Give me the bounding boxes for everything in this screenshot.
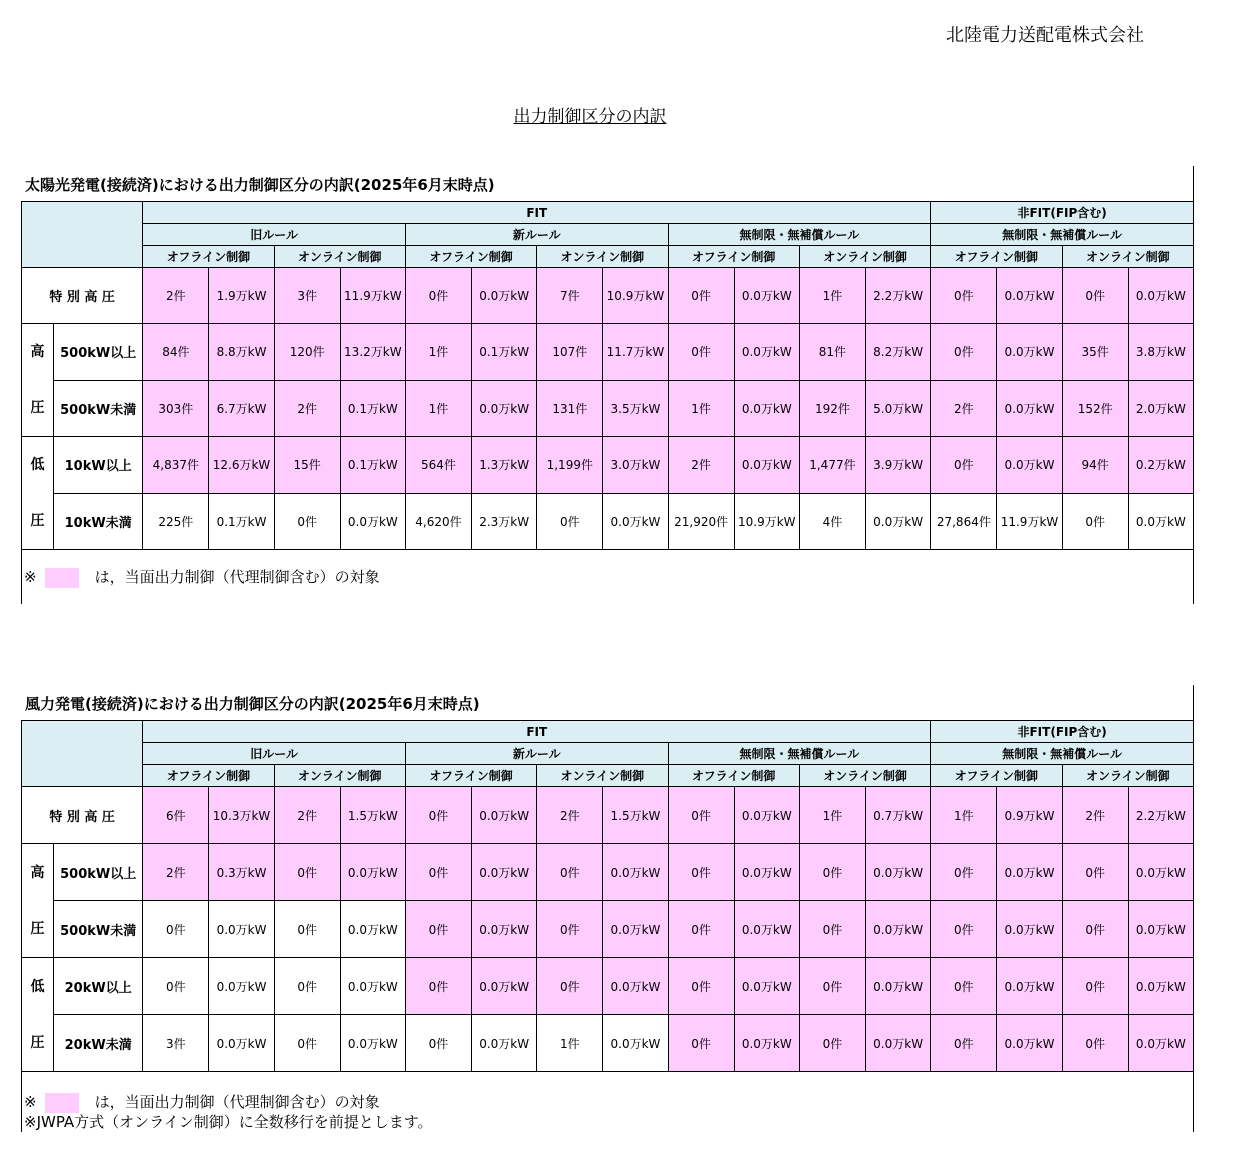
table-cell: 0件 <box>143 901 209 958</box>
table-cell: 0件 <box>799 958 865 1015</box>
table-cell: 0.0万kW <box>472 268 537 324</box>
table-cell: 94件 <box>1062 437 1128 494</box>
table-cell: 0.0万kW <box>1128 493 1193 550</box>
row-label: 10kW以上 <box>54 437 143 494</box>
table-cell: 6件 <box>143 787 209 844</box>
wind-note <box>21 1072 1194 1132</box>
header-fit: FIT <box>143 202 931 224</box>
table-cell: 4,837件 <box>143 437 209 494</box>
table-cell: 0件 <box>668 844 734 901</box>
table-cell: 0.0万kW <box>1128 958 1193 1015</box>
note-text-jwpa: ※JWPA方式（オンライン制御）に全数移行を前提とします。 <box>24 1113 433 1131</box>
table-cell: 0.0万kW <box>209 958 274 1015</box>
row-label: 20kW以上 <box>54 958 143 1015</box>
row-label: 20kW未満 <box>54 1015 143 1072</box>
header-offline: オフライン制御 <box>668 246 799 268</box>
table-cell: 0件 <box>274 493 340 550</box>
table-cell: 0.0万kW <box>997 437 1062 494</box>
table-cell: 107件 <box>537 324 603 381</box>
table-cell: 0件 <box>274 958 340 1015</box>
table-cell: 81件 <box>799 324 865 381</box>
header-online: オンライン制御 <box>799 765 930 787</box>
table-cell: 0.0万kW <box>1128 268 1193 324</box>
table-cell: 1件 <box>931 787 997 844</box>
table-cell: 0件 <box>931 324 997 381</box>
header-online: オンライン制御 <box>799 246 930 268</box>
table-cell: 1.9万kW <box>209 268 274 324</box>
header-new-rule: 新ルール <box>405 224 668 246</box>
row-label: 10kW未満 <box>54 493 143 550</box>
header-offline: オフライン制御 <box>931 246 1062 268</box>
note-text: は，当面出力制御（代理制御含む）の対象 <box>94 568 380 586</box>
header-online: オンライン制御 <box>1062 765 1193 787</box>
table-cell: 12.6万kW <box>209 437 274 494</box>
header-offline: オフライン制御 <box>405 765 536 787</box>
table-cell: 0件 <box>668 324 734 381</box>
table-cell: 131件 <box>537 380 603 437</box>
table-cell: 0件 <box>931 268 997 324</box>
table-cell: 10.3万kW <box>209 787 274 844</box>
table-cell: 3.0万kW <box>603 437 668 494</box>
table-cell: 0.0万kW <box>734 901 799 958</box>
solar-title: 太陽光発電(接続済)における出力制御区分の内訳(2025年6月末時点) <box>21 166 1194 201</box>
table-cell: 0.0万kW <box>1128 844 1193 901</box>
table-cell: 0件 <box>405 1015 471 1072</box>
table-cell: 0.0万kW <box>472 1015 537 1072</box>
header-nonfit-unlimited-rule: 無制限・無補償ルール <box>931 743 1194 765</box>
table-cell: 0.0万kW <box>866 901 931 958</box>
table-cell: 120件 <box>274 324 340 381</box>
table-cell: 4,620件 <box>405 493 471 550</box>
header-nonfit-unlimited-rule: 無制限・無補償ルール <box>931 224 1194 246</box>
row-label: 500kW以上 <box>54 844 143 901</box>
table-cell: 2件 <box>143 268 209 324</box>
header-online: オンライン制御 <box>1062 246 1193 268</box>
table-cell: 0.1万kW <box>472 324 537 381</box>
table-cell: 0.0万kW <box>997 380 1062 437</box>
control-type-header-row <box>22 765 1194 787</box>
table-cell: 0.0万kW <box>340 958 405 1015</box>
table-cell: 0件 <box>799 1015 865 1072</box>
table-cell: 3.5万kW <box>603 380 668 437</box>
table-cell: 2件 <box>274 380 340 437</box>
table-cell: 0.0万kW <box>997 324 1062 381</box>
table-cell: 0.0万kW <box>209 901 274 958</box>
header-online: オンライン制御 <box>274 765 405 787</box>
solar-note <box>21 550 1194 604</box>
table-row <box>22 844 1194 901</box>
corner-cell <box>22 721 143 787</box>
table-cell: 1件 <box>799 268 865 324</box>
table-cell: 27,864件 <box>931 493 997 550</box>
table-cell: 0.0万kW <box>866 958 931 1015</box>
table-cell: 2.2万kW <box>1128 787 1193 844</box>
table-cell: 0件 <box>143 958 209 1015</box>
table-cell: 0.0万kW <box>734 844 799 901</box>
table-cell: 1.5万kW <box>340 787 405 844</box>
row-label: 500kW未満 <box>54 380 143 437</box>
table-cell: 0件 <box>668 958 734 1015</box>
table-cell: 0.2万kW <box>1128 437 1193 494</box>
table-cell: 564件 <box>405 437 471 494</box>
table-cell: 1件 <box>668 380 734 437</box>
table-cell: 1,199件 <box>537 437 603 494</box>
table-cell: 0件 <box>931 1015 997 1072</box>
table-cell: 0件 <box>1062 493 1128 550</box>
table-cell: 0.9万kW <box>997 787 1062 844</box>
table-cell: 0.0万kW <box>340 844 405 901</box>
table-cell: 0件 <box>1062 844 1128 901</box>
table-cell: 2.2万kW <box>866 268 931 324</box>
table-cell: 2.0万kW <box>1128 380 1193 437</box>
table-cell: 2.3万kW <box>472 493 537 550</box>
table-cell: 2件 <box>1062 787 1128 844</box>
table-cell: 0件 <box>1062 901 1128 958</box>
table-cell: 2件 <box>143 844 209 901</box>
table-cell: 2件 <box>931 380 997 437</box>
table-cell: 0件 <box>668 268 734 324</box>
header-nonfit: 非FIT(FIP含む) <box>931 202 1194 224</box>
table-cell: 0.3万kW <box>209 844 274 901</box>
corner-cell <box>22 202 143 268</box>
table-cell: 0.0万kW <box>209 1015 274 1072</box>
table-cell: 84件 <box>143 324 209 381</box>
pink-legend-swatch <box>45 1093 79 1113</box>
table-cell: 1件 <box>537 1015 603 1072</box>
table-cell: 0.0万kW <box>866 1015 931 1072</box>
group-label-koatsu: 高 圧 <box>22 844 54 958</box>
header-online: オンライン制御 <box>537 765 668 787</box>
table-cell: 1件 <box>405 324 471 381</box>
table-cell: 0.0万kW <box>472 787 537 844</box>
table-cell: 1件 <box>405 380 471 437</box>
table-cell: 0件 <box>537 901 603 958</box>
header-online: オンライン制御 <box>274 246 405 268</box>
table-row <box>22 901 1194 958</box>
table-cell: 0.0万kW <box>340 1015 405 1072</box>
table-row <box>22 324 1194 381</box>
table-cell: 2件 <box>537 787 603 844</box>
table-cell: 0.0万kW <box>734 787 799 844</box>
table-cell: 0.0万kW <box>734 1015 799 1072</box>
table-cell: 3件 <box>274 268 340 324</box>
wind-section <box>21 685 1194 1132</box>
table-cell: 0件 <box>274 1015 340 1072</box>
table-cell: 0件 <box>931 437 997 494</box>
table-cell: 11.9万kW <box>997 493 1062 550</box>
note-text: は，当面出力制御（代理制御含む）の対象 <box>94 1093 380 1111</box>
table-cell: 2件 <box>668 437 734 494</box>
table-row <box>22 1015 1194 1072</box>
table-cell: 7件 <box>537 268 603 324</box>
table-cell: 0.0万kW <box>472 380 537 437</box>
row-label: 500kW未満 <box>54 901 143 958</box>
table-cell: 0.0万kW <box>997 268 1062 324</box>
solar-table <box>21 201 1194 550</box>
header-offline: オフライン制御 <box>668 765 799 787</box>
table-cell: 8.8万kW <box>209 324 274 381</box>
table-cell: 2件 <box>274 787 340 844</box>
table-cell: 0.0万kW <box>734 324 799 381</box>
table-cell: 21,920件 <box>668 493 734 550</box>
table-cell: 0.0万kW <box>603 493 668 550</box>
table-cell: 0.1万kW <box>209 493 274 550</box>
table-cell: 0.0万kW <box>340 493 405 550</box>
table-cell: 0件 <box>668 787 734 844</box>
table-cell: 0件 <box>405 901 471 958</box>
table-cell: 3.9万kW <box>866 437 931 494</box>
table-cell: 0.0万kW <box>340 901 405 958</box>
table-cell: 192件 <box>799 380 865 437</box>
header-offline: オフライン制御 <box>405 246 536 268</box>
table-row <box>22 380 1194 437</box>
table-row <box>22 787 1194 844</box>
table-cell: 303件 <box>143 380 209 437</box>
table-cell: 3.8万kW <box>1128 324 1193 381</box>
table-cell: 1件 <box>799 787 865 844</box>
header-offline: オフライン制御 <box>143 246 274 268</box>
group-label-teiatsu: 低 圧 <box>22 437 54 550</box>
table-cell: 0.0万kW <box>472 844 537 901</box>
table-cell: 5.0万kW <box>866 380 931 437</box>
table-cell: 0件 <box>799 844 865 901</box>
table-cell: 0.0万kW <box>866 844 931 901</box>
table-cell: 0.1万kW <box>340 380 405 437</box>
table-cell: 0.0万kW <box>472 901 537 958</box>
table-cell: 0.0万kW <box>603 901 668 958</box>
table-cell: 10.9万kW <box>603 268 668 324</box>
table-cell: 0件 <box>931 958 997 1015</box>
pink-legend-swatch <box>45 568 79 588</box>
table-row <box>22 958 1194 1015</box>
table-cell: 0件 <box>405 268 471 324</box>
table-cell: 0件 <box>1062 958 1128 1015</box>
table-cell: 0.7万kW <box>866 787 931 844</box>
table-cell: 11.7万kW <box>603 324 668 381</box>
table-cell: 0.1万kW <box>340 437 405 494</box>
table-cell: 0.0万kW <box>997 901 1062 958</box>
table-cell: 1.5万kW <box>603 787 668 844</box>
table-cell: 0件 <box>274 844 340 901</box>
table-cell: 0.0万kW <box>734 437 799 494</box>
header-old-rule: 旧ルール <box>143 743 406 765</box>
table-cell: 0.0万kW <box>603 958 668 1015</box>
table-cell: 13.2万kW <box>340 324 405 381</box>
table-cell: 0件 <box>405 844 471 901</box>
table-cell: 225件 <box>143 493 209 550</box>
group-label-teiatsu: 低 圧 <box>22 958 54 1072</box>
header-new-rule: 新ルール <box>405 743 668 765</box>
table-cell: 0.0万kW <box>603 1015 668 1072</box>
table-cell: 4件 <box>799 493 865 550</box>
table-cell: 0.0万kW <box>734 958 799 1015</box>
table-cell: 0件 <box>537 958 603 1015</box>
wind-table <box>21 720 1194 1072</box>
table-cell: 0.0万kW <box>734 268 799 324</box>
row-label: 特 別 高 圧 <box>22 268 143 324</box>
note-mark: ※ <box>24 568 37 586</box>
table-cell: 0件 <box>405 787 471 844</box>
page-title: 出力制御区分の内訳 <box>513 107 667 127</box>
table-cell: 0件 <box>931 844 997 901</box>
table-cell: 0.0万kW <box>997 844 1062 901</box>
table-row <box>22 437 1194 494</box>
table-cell: 3件 <box>143 1015 209 1072</box>
table-cell: 0.0万kW <box>603 844 668 901</box>
table-cell: 0.0万kW <box>997 958 1062 1015</box>
header-offline: オフライン制御 <box>143 765 274 787</box>
table-row <box>22 493 1194 550</box>
table-cell: 35件 <box>1062 324 1128 381</box>
solar-section <box>21 166 1194 604</box>
table-cell: 0件 <box>1062 1015 1128 1072</box>
header-offline: オフライン制御 <box>931 765 1062 787</box>
table-cell: 0件 <box>1062 268 1128 324</box>
table-cell: 0件 <box>931 901 997 958</box>
header-unlimited-rule: 無制限・無補償ルール <box>668 224 931 246</box>
table-cell: 152件 <box>1062 380 1128 437</box>
table-cell: 0件 <box>668 901 734 958</box>
table-cell: 0.0万kW <box>472 958 537 1015</box>
header-old-rule: 旧ルール <box>143 224 406 246</box>
table-cell: 0.0万kW <box>997 1015 1062 1072</box>
row-label: 特 別 高 圧 <box>22 787 143 844</box>
header-online: オンライン制御 <box>537 246 668 268</box>
table-cell: 0.0万kW <box>866 493 931 550</box>
note-mark: ※ <box>24 1093 37 1111</box>
table-row <box>22 268 1194 324</box>
table-cell: 15件 <box>274 437 340 494</box>
table-cell: 0.0万kW <box>734 380 799 437</box>
table-cell: 0件 <box>405 958 471 1015</box>
table-cell: 0件 <box>799 901 865 958</box>
table-cell: 0件 <box>274 901 340 958</box>
table-cell: 6.7万kW <box>209 380 274 437</box>
group-label-koatsu: 高 圧 <box>22 324 54 437</box>
table-cell: 1.3万kW <box>472 437 537 494</box>
row-label: 500kW以上 <box>54 324 143 381</box>
header-unlimited-rule: 無制限・無補償ルール <box>668 743 931 765</box>
table-cell: 11.9万kW <box>340 268 405 324</box>
company-name: 北陸電力送配電株式会社 <box>946 25 1144 46</box>
wind-title: 風力発電(接続済)における出力制御区分の内訳(2025年6月末時点) <box>21 685 1194 720</box>
table-cell: 0件 <box>668 1015 734 1072</box>
table-cell: 0件 <box>537 844 603 901</box>
control-type-header-row <box>22 246 1194 268</box>
table-cell: 0.0万kW <box>1128 1015 1193 1072</box>
table-cell: 0.0万kW <box>1128 901 1193 958</box>
table-cell: 0件 <box>537 493 603 550</box>
table-cell: 8.2万kW <box>866 324 931 381</box>
header-nonfit: 非FIT(FIP含む) <box>931 721 1194 743</box>
table-cell: 10.9万kW <box>734 493 799 550</box>
header-fit: FIT <box>143 721 931 743</box>
table-cell: 1,477件 <box>799 437 865 494</box>
